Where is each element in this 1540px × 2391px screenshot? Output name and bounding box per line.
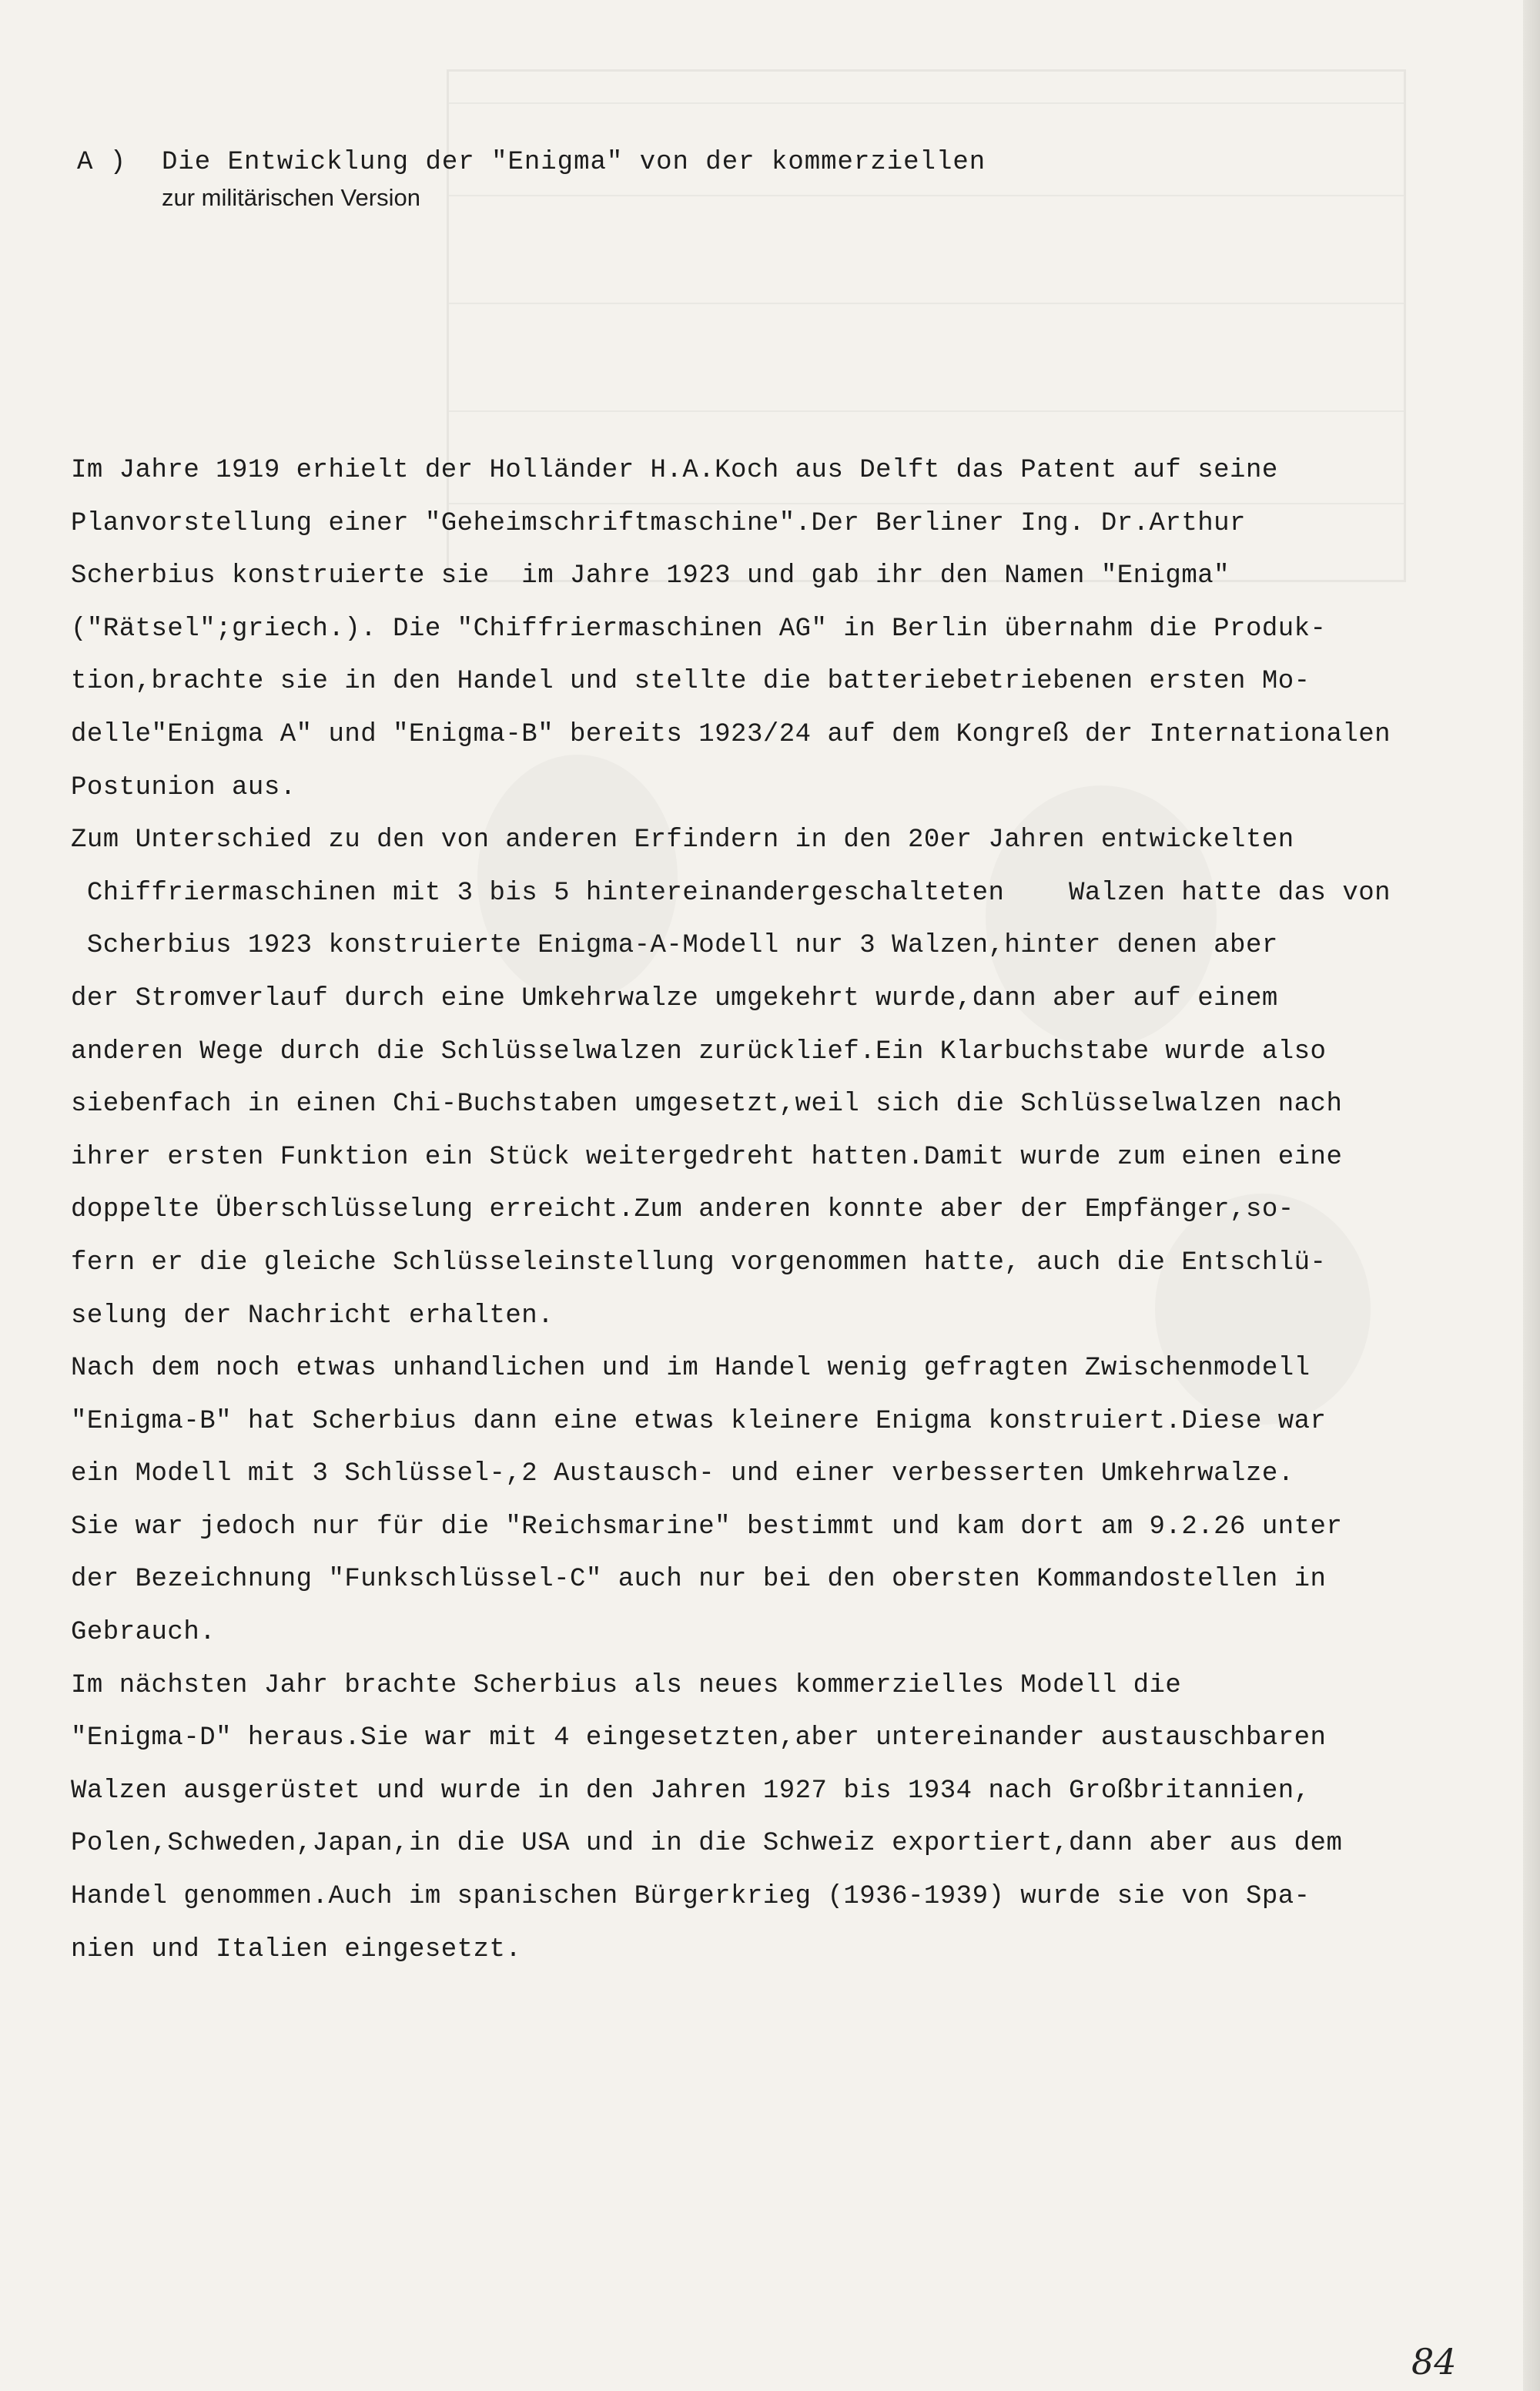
page-edge (1523, 0, 1540, 2391)
text-line: Nach dem noch etwas unhandlichen und im Handel wenig gefragten Zwischenmodell (71, 1354, 1311, 1384)
text-line: Polen,Schweden,Japan,in die USA und in die Schweiz exportiert,dann aber aus dem (71, 1829, 1343, 1859)
body-text (71, 444, 1480, 1976)
heading-line-2: zur militärischen Version (162, 184, 420, 211)
text-line: Zum Unterschied zu den von anderen Erfindern in den 20er Jahren entwickelten (71, 825, 1294, 856)
text-line: selung der Nachricht erhalten. (71, 1301, 554, 1331)
text-line: doppelte Überschlüsselung erreicht.Zum anderen konnte aber der Empfänger,so- (71, 1195, 1294, 1225)
text-line: Postunion aus. (71, 772, 296, 802)
text-line: siebenfach in einen Chi-Buchstaben umgesetzt,weil sich die Schlüsselwalzen nach (71, 1090, 1343, 1120)
text-line: Planvorstellung einer "Geheimschriftmaschine".Der Berliner Ing. Dr.Arthur (71, 508, 1246, 538)
text-line: tion,brachte sie in den Handel und stellte die batteriebetriebenen ersten Mo- (71, 667, 1311, 697)
text-line: Gebrauch. (71, 1618, 216, 1648)
paragraph-4 (71, 1659, 1480, 1977)
text-line: der Bezeichnung "Funkschlüssel-C" auch nur bei den obersten Kommandostellen in (71, 1565, 1327, 1595)
text-line: Scherbius konstruierte sie im Jahre 1923 und gab ihr den Namen "Enigma" (71, 561, 1230, 591)
text-line: ihrer ersten Funktion ein Stück weitergedreht hatten.Damit wurde zum einen eine (71, 1142, 1343, 1172)
text-line: Im Jahre 1919 erhielt der Holländer H.A.Koch aus Delft das Patent auf seine (71, 456, 1278, 485)
paragraph-1 (71, 444, 1480, 814)
text-line: "Enigma-B" hat Scherbius dann eine etwas kleinere Enigma konstruiert.Diese war (71, 1406, 1327, 1436)
text-line: Sie war jedoch nur für die "Reichsmarine" bestimmt und kam dort am 9.2.26 unter (71, 1512, 1343, 1542)
section-heading (77, 145, 986, 216)
text-line: Handel genommen.Auch im spanischen Bürgerkrieg (1936-1939) wurde sie von Spa- (71, 1882, 1311, 1912)
text-line: fern er die gleiche Schlüsseleinstellung vorgenommen hatte, auch die Entschlü- (71, 1247, 1327, 1278)
text-line: der Stromverlauf durch eine Umkehrwalze umgekehrt wurde,dann aber auf einem (71, 983, 1278, 1013)
paragraph-2 (71, 814, 1480, 1342)
text-line: Chiffriermaschinen mit 3 bis 5 hintereinandergeschalteten Walzen hatte das von (71, 878, 1391, 908)
heading-line-1: Die Entwicklung der "Enigma" von der kommerziellen (162, 148, 986, 177)
text-line: Walzen ausgerüstet und wurde in den Jahren 1927 bis 1934 nach Großbritannien, (71, 1776, 1311, 1806)
text-line: delle"Enigma A" und "Enigma-B" bereits 1923/24 auf dem Kongreß der Internationalen (71, 719, 1391, 749)
text-line: ("Rätsel";griech.). Die "Chiffriermaschinen AG" in Berlin übernahm die Produk- (71, 614, 1327, 644)
page-number: 84 (1411, 2341, 1457, 2383)
text-line: anderen Wege durch die Schlüsselwalzen zurücklief.Ein Klarbuchstabe wurde also (71, 1036, 1327, 1067)
section-marker: A ) (77, 148, 127, 177)
paragraph-3 (71, 1342, 1480, 1659)
text-line: Im nächsten Jahr brachte Scherbius als neues kommerzielles Modell die (71, 1670, 1182, 1700)
text-line: Scherbius 1923 konstruierte Enigma-A-Modell nur 3 Walzen,hinter denen aber (71, 931, 1278, 961)
text-line: ein Modell mit 3 Schlüssel-,2 Austausch- und einer verbesserten Umkehrwalze. (71, 1459, 1294, 1489)
text-line: nien und Italien eingesetzt. (71, 1934, 522, 1964)
text-line: "Enigma-D" heraus.Sie war mit 4 eingesetzten,aber untereinander austauschbaren (71, 1723, 1327, 1753)
